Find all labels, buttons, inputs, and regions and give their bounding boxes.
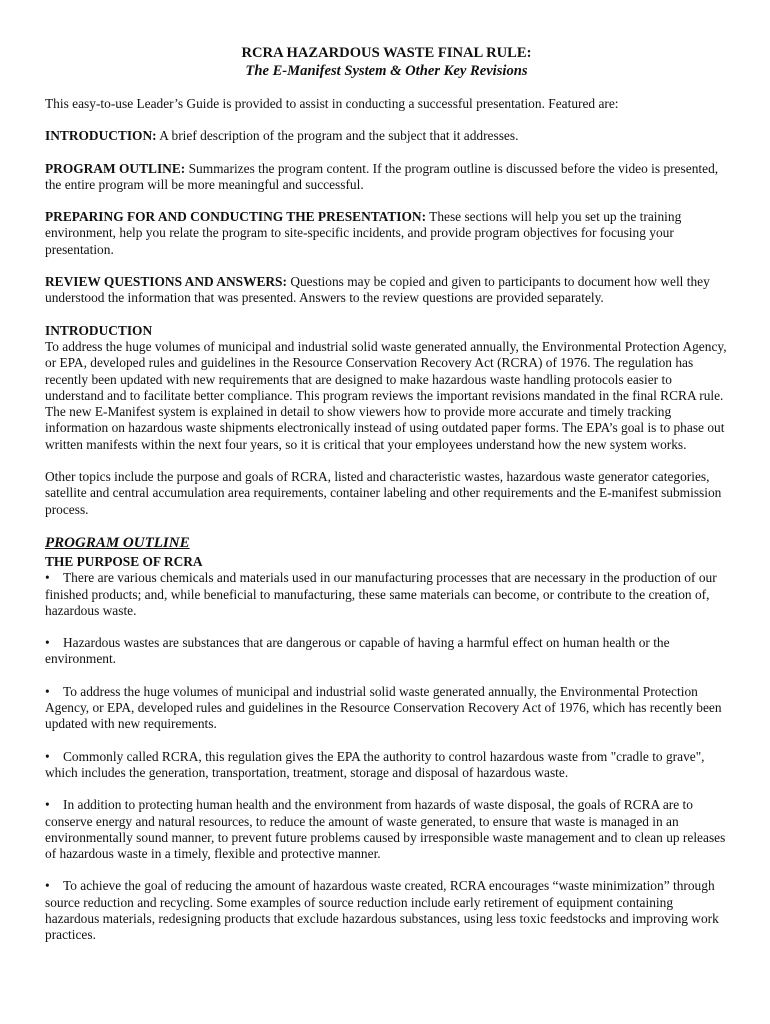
- outline-bullet: [45, 635, 728, 668]
- feature-introduction: [45, 128, 728, 144]
- feature-text: These sections will help you set up the training environment, help you relate the program to site-specific incidents, and provide program objectives for focusing your presentation.: [45, 209, 682, 257]
- bullet-icon: •: [45, 748, 50, 764]
- feature-review-questions: [45, 274, 728, 307]
- outline-bullet: [45, 797, 728, 862]
- program-outline-heading: PROGRAM OUTLINE: [45, 534, 190, 551]
- feature-text: Summarizes the program content. If the program outline is discussed before the video is presented, the entire program will be more meaningful and successful.: [45, 160, 719, 192]
- document-subtitle: The E-Manifest System & Other Key Revisions: [245, 63, 528, 79]
- bullet-icon: •: [45, 878, 50, 894]
- bullet-text: Hazardous wastes are substances that are dangerous or capable of having a harmful effect on human health or the environment.: [45, 635, 670, 667]
- feature-label: PROGRAM OUTLINE:: [45, 160, 186, 176]
- introduction-heading: INTRODUCTION: [45, 322, 153, 338]
- feature-text: A brief description of the program and the subject that it addresses.: [156, 128, 519, 144]
- bullet-text: To address the huge volumes of municipal and industrial solid waste generated annually, the Environmental Protection Agency, or EPA, developed rules and guidelines in the Resource Conservation Recovery Act of 1976, which has recently been updated with new requirements.: [45, 683, 722, 732]
- bullet-text: There are various chemicals and materials used in our manufacturing processes that are necessary in the production of our finished products; and, while beneficial to manufacturing, these same materials can become, or contribute to the creation of, hazardous waste.: [45, 570, 717, 618]
- bullet-text: In addition to protecting human health and the environment from hazards of waste disposal, the goals of RCRA are to conserve energy and natural resources, to reduce the amount of waste generated, to ensure that waste is managed in an environmentally sound manner, to prevent future problems caused by irresponsible waste management and to clean up releases of hazardous waste in a timely, flexible and protective manner.: [45, 797, 726, 862]
- bullet-icon: •: [45, 797, 50, 813]
- document-title: RCRA HAZARDOUS WASTE FINAL RULE:: [241, 45, 532, 61]
- purpose-of-rcra-heading: THE PURPOSE OF RCRA: [45, 553, 203, 569]
- outline-bullet: [45, 878, 728, 943]
- document-page: [45, 44, 728, 960]
- outline-bullet: [45, 684, 728, 733]
- introduction-paragraph-2: Other topics include the purpose and goals of RCRA, listed and characteristic wastes, hazardous waste generator categories, satellite and central accumulation area requirements, container labeling and other requirements and the E-manifest submission process.: [45, 469, 722, 517]
- bullet-text: Commonly called RCRA, this regulation gives the EPA the authority to control hazardous waste from "cradle to grave", which includes the generation, transportation, treatment, storage and disposal of hazardous waste.: [45, 748, 705, 780]
- outline-bullet: [45, 570, 728, 619]
- bullet-icon: •: [45, 683, 50, 699]
- intro-sentence: This easy-to-use Leader’s Guide is provided to assist in conducting a successful presentation. Featured are:: [45, 96, 619, 111]
- bullet-text: To achieve the goal of reducing the amount of hazardous waste created, RCRA encourages “waste minimization” through source reduction and recycling. Some examples of source reduction include early retirement of equipment containing hazardous materials, redesigning products that exclude hazardous substances, using less toxic feedstocks and improving work practices.: [45, 878, 719, 943]
- feature-text: Questions may be copied and given to participants to document how well they understood the information that was presented. Answers to the review questions are provided separately.: [45, 274, 710, 306]
- feature-label: REVIEW QUESTIONS AND ANSWERS:: [45, 274, 287, 290]
- introduction-paragraph-1: To address the huge volumes of municipal and industrial solid waste generated annually, the Environmental Protection Agency, or EPA, developed rules and guidelines in the Resource Conservation Recovery Act (RCRA) of 1976. The regulation has recently been updated with new requirements that are designed to make hazardous waste handling protocols easier to understand and to facilitate better compliance. This program reviews the important revisions mandated in the final RCRA rule. The new E-Manifest system is explained in detail to show viewers how to provide more accurate and timely tracking information on hazardous waste shipments electronically instead of using outdated paper forms. The EPA’s goal is to phase out written manifests within the next four years, so it is critical that your employees understand how the new system works.: [45, 338, 727, 452]
- feature-label: INTRODUCTION:: [45, 128, 157, 144]
- outline-bullet: [45, 749, 728, 782]
- bullet-icon: •: [45, 570, 50, 586]
- bullet-icon: •: [45, 635, 50, 651]
- feature-program-outline: [45, 161, 728, 194]
- feature-preparing: [45, 209, 728, 258]
- feature-label: PREPARING FOR AND CONDUCTING THE PRESENTATION:: [45, 209, 427, 225]
